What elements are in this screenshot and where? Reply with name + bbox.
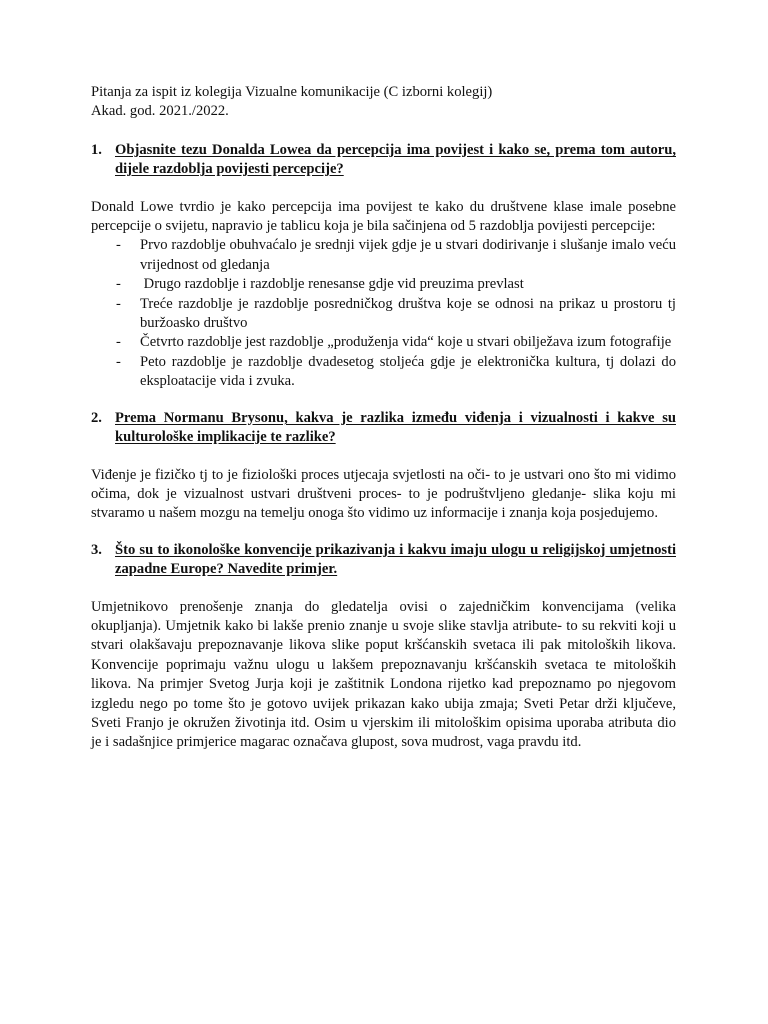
list-item-text: Četvrto razdoblje jest razdoblje „produženja vida“ koje u stvari obilježava izum fotografije xyxy=(140,334,672,351)
bullet-marker: - xyxy=(116,353,121,370)
section-1 xyxy=(91,141,676,392)
bullet-marker: - xyxy=(116,276,121,293)
question-2 xyxy=(91,409,676,448)
list-item-text: Prvo razdoblje obuhvaćalo je srednji vijek gdje je u stvari dodirivanje i slušanje imalo veću vrijednost od gledanja xyxy=(140,237,676,273)
bullet-marker: - xyxy=(116,295,121,312)
course-title: Pitanja za ispit iz kolegija Vizualne komunikacije (C izborni kolegij) xyxy=(91,84,493,100)
list-item xyxy=(116,333,676,352)
answer-2: Viđenje je fizičko tj to je fiziološki proces utjecaja svjetlosti na oči- to je ustvari ono što mi vidimo očima, dok je vizualnost ustvari društveni proces- to je podruštvljeno gledanje- slika koju mi stvaramo u našem mozgu na temelju onoga što vidimo uz informacije i znanja koja posjedujemo. xyxy=(91,466,676,522)
list-item xyxy=(116,295,676,334)
list-item xyxy=(116,353,676,392)
answer-3: Umjetnikovo prenošenje znanja do gledatelja ovisi o zajedničkim konvencijama (velika okupljanja). Umjetnik kako bi lakše prenio znanje u svoje slike stavlja atribute- to su rekviti koji u stvari olakšavaju prepoznavanje likova slike poput kršćanskih svetaca ili pak mitoloških likova. Konvencije poprimaju važnu ulogu u lakšem prepoznavanju kršćanskih svetaca te mitoloških likova. Na primjer Svetog Jurja koji je zaštitnik Londona rijetko kad prepoznamo po njegovom izgledu nego po tome što je gotovo uvijek prikazan kako ubija zmaja; Sveti Petar drži ključeve, Sveti Franjo je okružen životinja itd. Osim u vjerskim ili mitološkim opisima uporaba atributa dio je i sadašnjice primjerice magarac označava glupost, sova mudrost, vaga pravdu itd. xyxy=(91,598,676,751)
list-item-text: Drugo razdoblje i razdoblje renesanse gdje vid preuzima prevlast xyxy=(140,276,524,293)
answer-1: Donald Lowe tvrdio je kako percepcija ima povijest te kako du društvene klase imale posebne percepcije o svijetu, napravio je tablicu koja je bila sačinjena od 5 razdoblja povijesti percepcije: xyxy=(91,198,676,235)
list-item-text: Peto razdoblje je razdoblje dvadesetog stoljeća gdje je elektronička kultura, tj dolazi do eksploatacije vida i zvuka. xyxy=(140,353,676,390)
question-3 xyxy=(91,541,676,580)
question-text: Objasnite tezu Donalda Lowea da percepcija ima povijest i kako se, prema tom autoru, dijele razdoblja povijesti percepcije? xyxy=(115,141,676,178)
period-list xyxy=(91,236,676,391)
bullet-marker: - xyxy=(116,334,121,351)
list-item xyxy=(116,236,676,275)
list-item-text: Treće razdoblje je razdoblje posredničkog društva koje se odnosi na prikaz u prostoru tj buržoasko društvo xyxy=(140,295,676,332)
academic-year: Akad. god. 2021./2022. xyxy=(91,103,229,120)
bullet-marker: - xyxy=(116,237,121,254)
question-1 xyxy=(91,141,676,180)
section-3 xyxy=(91,541,676,753)
question-text: Što su to ikonološke konvencije prikazivanja i kakvu imaju ulogu u religijskoj umjetnosti zapadne Europe? Navedite primjer. xyxy=(115,541,676,578)
list-item xyxy=(116,275,676,294)
question-text: Prema Normanu Brysonu, kakva je razlika između viđenja i vizualnosti i kakve su kulturološke implikacije te razlike? xyxy=(115,409,676,446)
question-number: 2. xyxy=(91,409,102,426)
document-body xyxy=(91,83,676,753)
section-2 xyxy=(91,409,676,524)
question-number: 3. xyxy=(91,541,102,558)
question-number: 1. xyxy=(91,141,102,158)
